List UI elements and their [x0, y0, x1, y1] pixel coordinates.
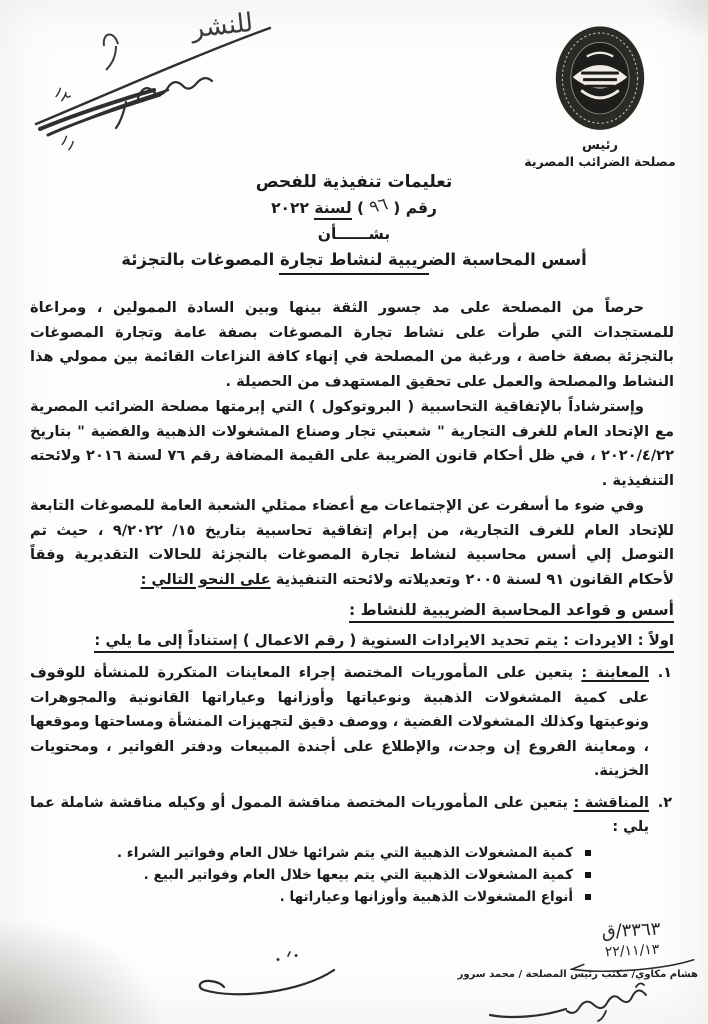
item-2-label: المناقشة :	[573, 794, 649, 811]
handwritten-instruction-number: ٩٦	[366, 194, 390, 218]
title-year: ٢٠٢٢	[271, 199, 315, 217]
handwritten-date: ٢٢/١١/١٣	[604, 941, 660, 961]
office-attribution-line: هشام مكاوي/ مكتب رئيس المصلحة / محمد سرور	[457, 969, 698, 980]
paragraph-1: حرصاً من المصلحة على مد جسور الثقة بينها وبين السادة الممولين ، ومراعاة للمستجدات التي طرأت على نشاط تجارة المصوغات بصفة عامة وتجارة المصوغات بالتجزئة بصفة خاصة ، ورغبة من المصلحة في إنهاء كافة النزاعات القائمة بين ممولي هذا النشاط والمصلحة والعمل على تحقيق المستهدف من الحصيلة .	[30, 299, 674, 390]
document-title-block	[0, 172, 708, 275]
list-item: كمية المشغولات الذهبية التي يتم بيعها خلال العام وفواتير البيع .	[30, 864, 591, 886]
scan-edge-shadow	[648, 0, 708, 40]
signature-middle-flourish	[192, 948, 342, 1010]
handwritten-stroke	[106, 46, 116, 70]
first-clause-heading: اولاً : الايردات : يتم تحديد الايرادات السنوية ( رقم الاعمال ) إستناداً إلى ما يلي :	[30, 629, 674, 653]
bullet-square-icon	[585, 850, 591, 856]
item-1-label: المعاينة :	[581, 665, 649, 681]
bullet-square-icon	[585, 872, 591, 878]
section-heading: أسس و قواعد المحاسبة الضريبية للنشاط :	[30, 601, 674, 619]
letterhead-title: رئيس	[581, 138, 619, 153]
bullet-square-icon	[585, 894, 591, 900]
paragraph-3-underlined-tail: على النحو التالي :	[140, 570, 271, 588]
paragraph-3-text: وفي ضوء ما أسفرت عن الإجتماعات مع أعضاء ممثلي الشعبة العامة للمصوغات التابعة للإتحاد العام للغرف التجارية، من إبرام إتفاقية تحاسبية بتاريخ ١٥/ ٩/٢٠٢٢ ، حيث تم التوصل إلي أسس محاسبية لنشاط تجارة المصوغات بالتجزئة للحالات التقديرية وفقاً لأحكام القانون ٩١ لسنة ٢٠٠٥ وتعديلاته ولائحته التنفيذية	[30, 497, 674, 588]
signature-bottom-right	[486, 981, 656, 1024]
document-body	[0, 296, 708, 915]
handwritten-number-bottom: ١١	[55, 130, 81, 156]
list-item: كمية المشغولات الذهبية التي يتم شرائها خلال العام وفواتير الشراء .	[30, 842, 591, 864]
letterhead	[510, 24, 690, 169]
item-1-text: يتعين على المأموريات المختصة إجراء المعاينات المتكررة للمنشأة للوقوف على كمية المشغولات الذهبية ونوعياتها وأوزانها وعياراتها القانونية والمجوهرات ونوعيتها وكذلك المشغولات الفضية ، ووصف دقيق لتجهيزات المنشأة ومساحتها وموقعها ، ومعاينة الفروع إن وجدت، والإطلاع على أجندة المبيعات ودفتر الفواتير ، ومحتويات الخزينة.	[29, 665, 649, 779]
signature-long-stroke	[36, 28, 270, 124]
title-number-suffix: )	[351, 199, 370, 217]
signature-squiggle	[138, 78, 212, 98]
title-year-word: لسنة	[314, 199, 351, 220]
list-item: أنواع المشغولات الذهبية وأوزانها وعياراتها .	[30, 886, 591, 908]
item-2-text: يتعين على المأموريات المختصة مناقشة الممول أو وكيله مناقشة شاملة عما يلي :	[30, 794, 649, 835]
subject-underline-rule	[279, 273, 429, 275]
scan-corner-shadow	[0, 914, 170, 1024]
item-2-number: ٢.	[657, 794, 672, 811]
handwritten-number-top: ١٢	[49, 82, 75, 108]
handwritten-ref-number: ٣٣٦٣/ق	[601, 918, 661, 943]
title-line1: تعليمات تنفيذية للفحص	[255, 172, 453, 192]
title-subject: أسس المحاسبة الضريبية لنشاط تجارة المصوغات بالتجزئة	[121, 250, 587, 269]
numbered-item-1	[30, 661, 674, 784]
tax-authority-seal-icon	[553, 24, 647, 136]
handwritten-stroke	[104, 34, 118, 46]
paragraph-3	[30, 494, 674, 592]
handwritten-approval-annotation	[18, 2, 298, 157]
numbered-item-2	[30, 791, 674, 908]
handwritten-note-text: للنشر	[189, 7, 255, 45]
item-1-number: ١.	[657, 665, 672, 681]
discussion-bullet-list	[30, 842, 649, 908]
letterhead-subtitle: مصلحة الضرائب المصرية	[524, 154, 676, 169]
title-number-prefix: رقم (	[387, 199, 437, 217]
paragraph-2: وإسترشاداً بالإتفاقية التحاسبية ( البروتوكول ) التي إبرمتها مصلحة الضرائب المصرية مع الإتحاد العام للغرف التجارية " شعبتي تجار وصناع المشغولات الذهبية والفضية " بتاريخ ٢٠٢٠/٤/٢٢ ، في ظل أحكام قانون الضريبة على القيمة المضافة رقم ٧٦ لسنة ٢٠١٦ ولائحته التنفيذية .	[30, 398, 674, 489]
title-line2	[0, 194, 708, 218]
title-regarding: بشــــــأن	[317, 225, 391, 243]
